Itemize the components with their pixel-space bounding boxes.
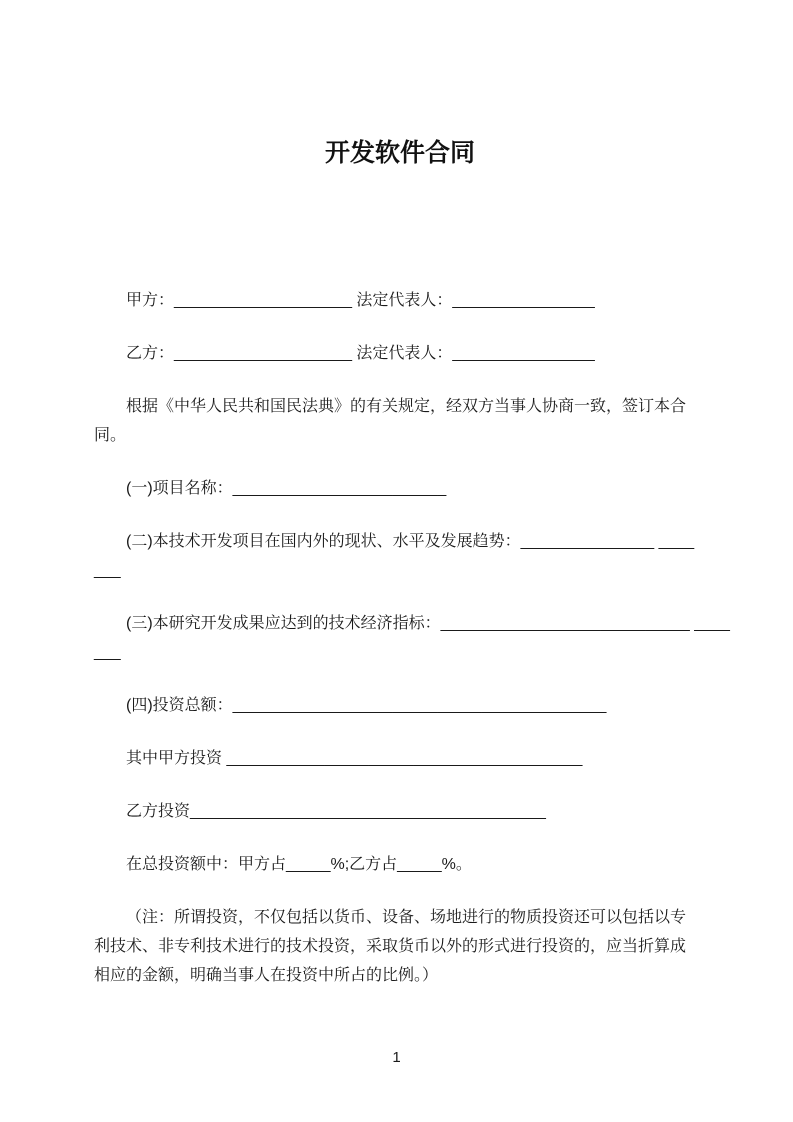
tech-indicators-paragraph bbox=[94, 609, 730, 667]
contract-clauses bbox=[94, 286, 730, 990]
party-b-line: 乙方：____________________ 法定代表人：________________ bbox=[126, 345, 595, 362]
tech-indicators-line-1: (三)本研究开发成果应达到的技术经济指标：____________________________ ____ bbox=[126, 615, 730, 632]
note-line-3: 相应的金额，明确当事人在投资中所占的比例。） bbox=[94, 967, 439, 984]
tech-indicators-line-2: ___ bbox=[94, 644, 121, 661]
project-name-line: (一)项目名称：________________________ bbox=[126, 480, 447, 497]
party-a-investment-line: 其中甲方投资 ________________________________________ bbox=[126, 750, 583, 767]
status-trend-paragraph bbox=[94, 527, 706, 585]
note-line-1: （注：所谓投资，不仅包括以货币、设备、场地进行的物质投资还可以包括以专 bbox=[126, 909, 687, 926]
total-investment-line: (四)投资总额：__________________________________________ bbox=[126, 697, 607, 714]
status-trend-line-2: ___ bbox=[94, 562, 121, 579]
note-line-2: 利技术、非专利技术进行的技术投资，采取货币以外的形式进行投资的，应当折算成 bbox=[94, 938, 687, 955]
preamble-line-2: 同。 bbox=[94, 427, 127, 444]
party-b-paragraph bbox=[94, 339, 706, 368]
party-a-line: 甲方：____________________ 法定代表人：________________ bbox=[126, 292, 595, 309]
party-a-paragraph bbox=[94, 286, 706, 315]
investment-ratio-line: 在总投资额中：甲方占_____%;乙方占_____%。 bbox=[126, 856, 472, 873]
project-name-paragraph bbox=[94, 474, 706, 503]
party-b-investment-paragraph bbox=[94, 797, 706, 826]
note-paragraph bbox=[94, 903, 706, 990]
status-trend-line-1: (二)本技术开发项目在国内外的现状、水平及发展趋势：_______________ ____ bbox=[126, 533, 695, 550]
preamble-paragraph bbox=[94, 392, 706, 450]
document-title: 开发软件合同 bbox=[324, 139, 475, 167]
contract-body bbox=[94, 0, 730, 990]
preamble-line-1: 根据《中华人民共和国民法典》的有关规定，经双方当事人协商一致，签订本合 bbox=[126, 398, 687, 415]
investment-ratio-paragraph bbox=[94, 850, 706, 879]
party-a-investment-paragraph bbox=[94, 744, 706, 773]
page-number: 1 bbox=[392, 1049, 401, 1066]
total-investment-paragraph bbox=[94, 691, 706, 720]
party-b-investment-line: 乙方投资________________________________________ bbox=[126, 803, 546, 820]
